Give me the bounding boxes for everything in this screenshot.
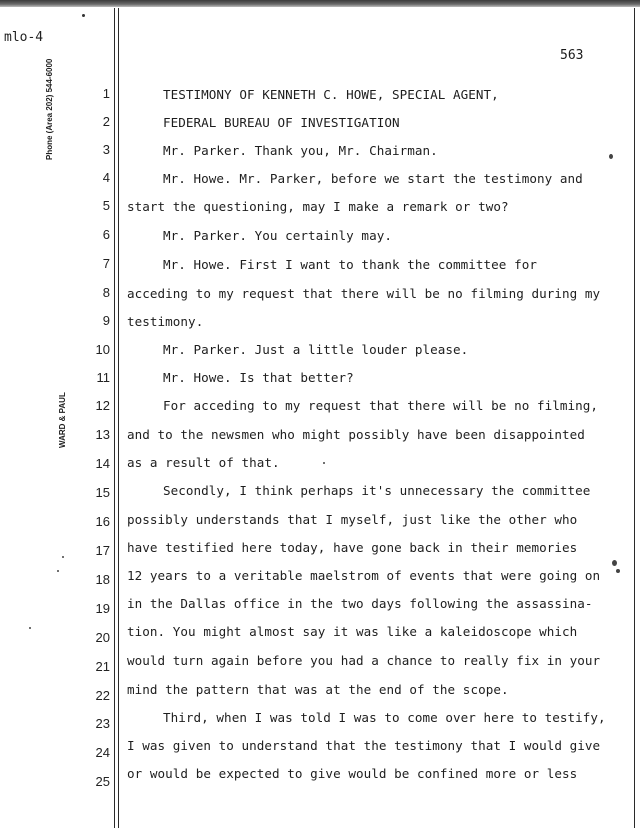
ink-speck: [612, 560, 617, 566]
line-number: 3: [102, 142, 110, 157]
transcript-line: as a result of that.: [127, 455, 280, 470]
transcript-line: TESTIMONY OF KENNETH C. HOWE, SPECIAL AGENT,: [163, 87, 499, 102]
transcript-line: in the Dallas office in the two days following the assassina-: [127, 596, 593, 611]
line-number: 12: [95, 398, 110, 413]
line-number: 11: [96, 370, 110, 385]
transcript-line: and to the newsmen who might possibly have been disappointed: [127, 427, 585, 442]
line-number: 8: [102, 285, 110, 300]
margin-rule-left-2: [118, 8, 119, 828]
transcript-line: start the questioning, may I make a remark or two?: [127, 199, 509, 214]
ink-speck: [57, 570, 59, 572]
transcript-line: Third, when I was told I was to come over here to testify,: [163, 710, 606, 725]
reporter-firm: WARD & PAUL: [58, 392, 67, 448]
reporter-phone: Phone (Area 202) 544-6000: [45, 58, 54, 160]
margin-rule-left-1: [114, 8, 115, 828]
page-top-edge: [0, 0, 640, 7]
line-number: 16: [95, 514, 110, 529]
transcript-line: acceding to my request that there will be no filming during my: [127, 286, 601, 301]
transcript-line: Mr. Howe. First I want to thank the committee for: [163, 257, 537, 272]
page-number: 563: [560, 48, 584, 63]
line-number: 25: [95, 774, 110, 789]
ink-speck: [616, 569, 620, 573]
ink-speck: [609, 154, 613, 159]
line-number: 6: [102, 227, 110, 242]
line-number: 4: [102, 170, 110, 185]
transcript-line: Mr. Howe. Mr. Parker, before we start the testimony and: [163, 171, 583, 186]
transcript-line: 12 years to a veritable maelstrom of events that were going on: [127, 568, 601, 583]
transcript-line: Secondly, I think perhaps it's unnecessary the committee: [163, 483, 591, 498]
transcript-line: have testified here today, have gone back in their memories: [127, 540, 578, 555]
transcript-line: I was given to understand that the testimony that I would give: [127, 738, 601, 753]
line-number: 22: [95, 688, 110, 703]
line-number: 2: [102, 114, 110, 129]
transcript-line: For acceding to my request that there will be no filming,: [163, 398, 599, 413]
transcript-line: testimony.: [127, 314, 204, 329]
line-number: 21: [95, 659, 110, 674]
line-number: 7: [102, 256, 110, 271]
line-number: 17: [95, 543, 110, 558]
line-number: 5: [102, 198, 110, 213]
transcript-line: FEDERAL BUREAU OF INVESTIGATION: [163, 115, 400, 130]
line-number: 13: [95, 427, 110, 442]
line-number: 20: [95, 630, 110, 645]
line-number: 9: [102, 313, 110, 328]
transcript-line: or would be expected to give would be confined more or less: [127, 766, 578, 781]
transcript-line: Mr. Howe. Is that better?: [163, 370, 354, 385]
margin-rule-right: [634, 8, 635, 828]
ink-speck: [29, 627, 31, 629]
transcript-line: Mr. Parker. Just a little louder please.: [163, 342, 469, 357]
line-number: 23: [95, 716, 110, 731]
transcript-line: mind the pattern that was at the end of the scope.: [127, 682, 509, 697]
ink-speck: [323, 462, 325, 464]
transcript-line: tion. You might almost say it was like a kaleidoscope which: [127, 624, 578, 639]
page-identifier: mlo-4: [4, 30, 44, 45]
line-number: 15: [95, 485, 110, 500]
line-number: 19: [95, 601, 110, 616]
ink-speck: [62, 556, 64, 558]
transcript-line: Mr. Parker. You certainly may.: [163, 228, 392, 243]
line-number: 1: [102, 86, 110, 101]
line-number: 14: [95, 456, 110, 471]
line-number: 24: [95, 745, 110, 760]
transcript-line: possibly understands that I myself, just like the other who: [127, 512, 578, 527]
ink-speck: [82, 14, 85, 17]
line-number: 10: [95, 342, 110, 357]
transcript-line: would turn again before you had a chance to really fix in your: [127, 653, 601, 668]
transcript-line: Mr. Parker. Thank you, Mr. Chairman.: [163, 143, 438, 158]
line-number: 18: [95, 572, 110, 587]
